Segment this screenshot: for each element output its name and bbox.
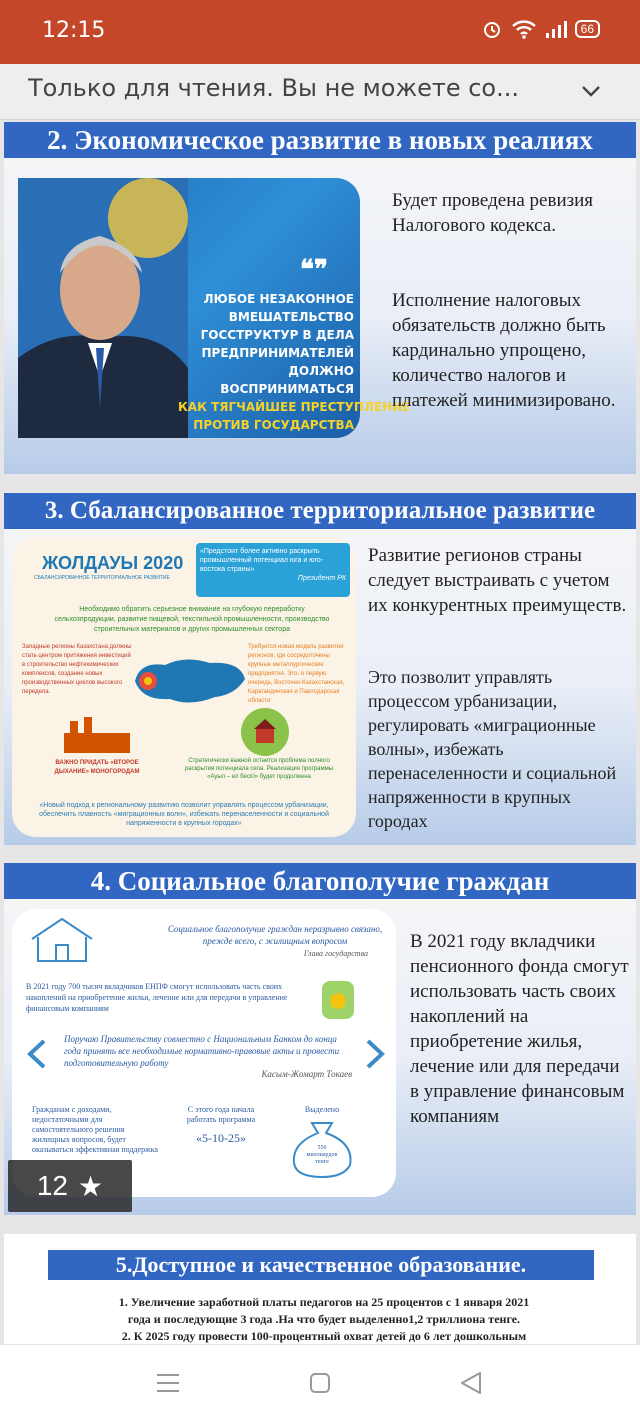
green-text: Необходимо обратить серьезное внимание на глубокую переработку сельхозпродукции, развитие пищевой, текстильной промышленности, производство строительных материалов и других промышленных сектора bbox=[54, 606, 330, 633]
home-icon[interactable] bbox=[308, 1371, 332, 1395]
chevron-right-icon bbox=[364, 1039, 388, 1069]
menu-icon[interactable] bbox=[155, 1371, 181, 1395]
portrait-image bbox=[18, 178, 188, 438]
quote-line: ПРОТИВ ГОСУДАРСТВА bbox=[193, 418, 354, 432]
village-icon bbox=[230, 707, 300, 757]
chevron-left-icon bbox=[24, 1039, 48, 1069]
bottom-left-text: Гражданам с доходами, недостаточными для самостоятельного решения жилищных вопросов, будет оказываться эффективная поддержка bbox=[32, 1105, 158, 1154]
quote-1-author: Глава государства bbox=[303, 949, 368, 958]
slide-3 bbox=[4, 493, 636, 845]
house-icon bbox=[22, 915, 102, 965]
slide-5-line-3: 2. К 2025 году провести 100-процентный охват детей до 6 лет дошкольным bbox=[121, 1329, 527, 1343]
infographic-housing bbox=[12, 909, 396, 1197]
star-icon[interactable]: ★ bbox=[78, 1170, 104, 1202]
status-time: 12:15 bbox=[42, 18, 106, 43]
logo-text: ЖОЛДАУЫ 2020 bbox=[42, 553, 184, 573]
slide-5-line-1: 1. Увеличение заработной платы педагогов на 25 процентов с 1 января 2021 bbox=[118, 1295, 530, 1309]
bottom-quote: «Новый подход к региональному развитию позволит управлять процессом урбанизации, обеспечить плавность «миграционных волн», избежать перенаселенности и социальной напряженности в крупных городах» bbox=[39, 802, 329, 827]
slide-4-title: 4. Социальное благополучие граждан bbox=[4, 863, 636, 899]
quote-line: ВМЕШАТЕЛЬСТВО bbox=[228, 310, 354, 324]
enpf-text: В 2021 году 700 тысяч вкладчиков ЕНПФ смогут использовать часть своих накоплений на приобретение жилья, лечение или для передачи в управление финансовым компаниям bbox=[26, 982, 288, 1013]
quote-2: Поручаю Правительству совместно с Национальным Банком до конца года принять все необходимые нормативно-правовые акты и провести подготовительную работу bbox=[64, 1034, 340, 1068]
quote-2-author: Касым-Жомарт Токаев bbox=[261, 1069, 352, 1079]
money-bag-amount: 550 миллиардов тенге bbox=[306, 1145, 338, 1165]
slide-5-line-2: года и последующие 3 года .На что будет выделенно1,2 триллиона тенге. bbox=[127, 1312, 521, 1326]
box-quote: «Предстоит более активно раскрыть промышленный потенциал юга и юго-востока страны» bbox=[200, 548, 324, 573]
program-value: «5-10-25» bbox=[196, 1131, 246, 1145]
quote-line: КАК ТЯГЧАЙШЕЕ ПРЕСТУПЛЕНИЕ bbox=[178, 400, 411, 414]
president-quote-box bbox=[196, 543, 350, 597]
president-quote-image bbox=[18, 178, 411, 438]
slide-counter-value: 12 bbox=[36, 1170, 69, 1201]
slide-4-paragraph-1: В 2021 году вкладчики пенсионного фонда смогут использовать часть своих накоплений на приобретение жилья, лечение или для передачи в управление финансовым компаниям bbox=[410, 931, 629, 1127]
wifi-icon bbox=[511, 18, 537, 40]
village-text: Стратегически важной остается проблема полного раскрытия потенциала села. Реализация программы «Ауыл – ел бесігі» будет продолжена bbox=[184, 758, 334, 780]
slide-3-paragraph-1: Развитие регионов страны следует выстраивать с учетом их конкурентных преимуществ. bbox=[368, 545, 627, 616]
status-bar bbox=[0, 0, 640, 64]
quote-line: ПРЕДПРИНИМАТЕЛЕЙ bbox=[201, 346, 354, 360]
quote-line: ЛЮБОЕ НЕЗАКОННОЕ bbox=[203, 292, 354, 306]
east-text: Требуется новая модель развития регионов, где сосредоточены крупные металлургические предприятия. Это, в первую очередь, Восточно-Казахстанская, Карагандинская и Павлодарская области bbox=[248, 644, 345, 704]
infographic-regions bbox=[12, 537, 356, 837]
slide-counter[interactable] bbox=[8, 1160, 132, 1212]
signal-icon bbox=[545, 19, 567, 39]
slide-2-paragraph-2: Исполнение налоговых обязательств должно быть кардинально упрощено, количество налогов и платежей минимизировано. bbox=[392, 290, 616, 411]
quote-line: ДОЛЖНО ВОСПРИНИМАТЬСЯ bbox=[220, 364, 354, 396]
allocated-label: Выделено bbox=[304, 1105, 340, 1114]
slide-2-title: 2. Экономическое развитие в новых реалиях bbox=[4, 122, 636, 158]
quote-1: Социальное благополучие граждан неразрывно связано, прежде всего, с жилищным вопросом bbox=[167, 924, 383, 946]
kazakhstan-map-icon bbox=[130, 651, 250, 711]
logo-subtitle: СБАЛАНСИРОВАННОЕ ТЕРРИТОРИАЛЬНОЕ РАЗВИТИЕ bbox=[34, 575, 170, 581]
slide-2-paragraph-1: Будет проведена ревизия Налогового кодекса. bbox=[392, 190, 594, 236]
quote-mark-icon: ❝❞ bbox=[300, 254, 328, 284]
mono-label: ВАЖНО ПРИДАТЬ «ВТОРОЕ ДЫХАНИЕ» МОНОГОРОДАМ bbox=[54, 760, 140, 775]
slide-5-title: 5.Доступное и качественное образование. bbox=[48, 1250, 594, 1280]
back-icon[interactable] bbox=[458, 1370, 484, 1396]
status-icons bbox=[481, 18, 600, 40]
quote-line: ГОССТРУКТУР В ДЕЛА bbox=[200, 328, 354, 342]
quote-block bbox=[178, 290, 411, 434]
program-label: С этого года начала работать программа bbox=[186, 1105, 256, 1124]
slide-3-title: 3. Сбалансированное территориальное развитие bbox=[4, 493, 636, 529]
alarm-icon bbox=[481, 18, 503, 40]
slide-2 bbox=[4, 122, 636, 474]
readonly-banner[interactable] bbox=[0, 64, 640, 120]
slide-3-paragraph-2: Это позволит управлять процессом урбанизации, регулировать «миграционные волны», избежать перенаселенности и социальной напряженности в крупных городах bbox=[368, 667, 617, 831]
coin-jar-icon bbox=[318, 975, 358, 1021]
battery-indicator: 66 bbox=[575, 20, 600, 38]
west-text: Западные регионы Казахстана должны стать центром притяжения инвестиций в строительство нефтехимических комплексов, создание новых производственных циклов высокого передела. bbox=[22, 644, 132, 695]
readonly-text: Только для чтения. Вы не можете со... bbox=[28, 74, 519, 102]
navigation-bar bbox=[0, 1345, 640, 1422]
box-author: Президент РК bbox=[297, 575, 346, 582]
slide-5 bbox=[4, 1234, 636, 1344]
factory-icon bbox=[62, 715, 132, 755]
chevron-down-icon[interactable] bbox=[580, 80, 602, 102]
